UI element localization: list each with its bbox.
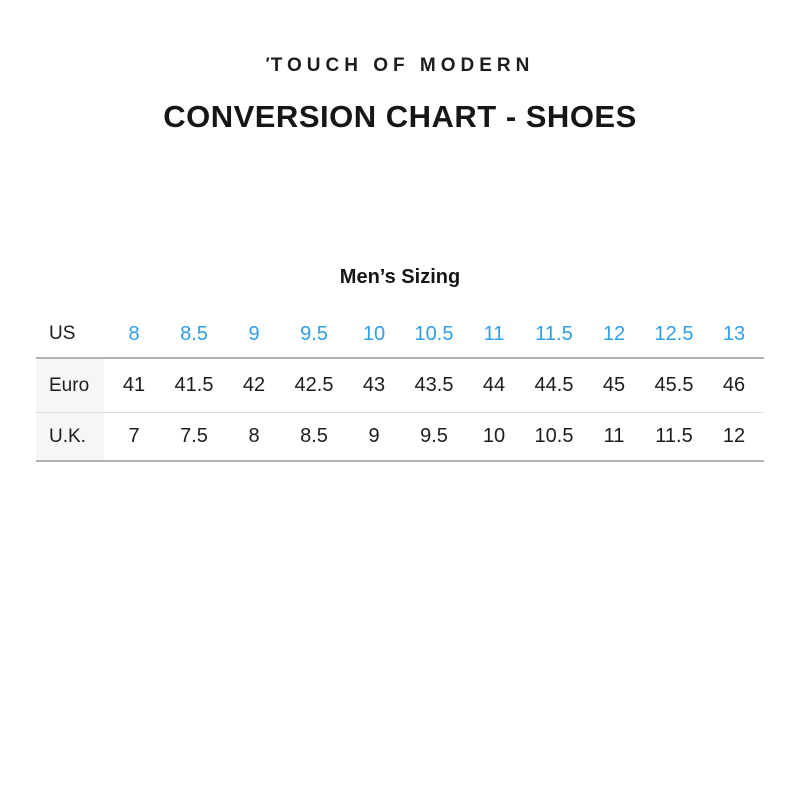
section-title: Men’s Sizing [339, 266, 461, 288]
uk-size-cell: 8 [248, 425, 260, 447]
brand-tick-mark: ′ [265, 54, 271, 73]
us-size-cell: 9 [248, 322, 260, 345]
euro-size-cell: 41.5 [174, 374, 214, 396]
euro-size-cell: 41 [122, 374, 146, 396]
uk-size-cell: 11.5 [655, 425, 693, 447]
us-size-cell: 9.5 [300, 322, 328, 345]
us-size-cell: 10.5 [414, 322, 454, 345]
size-conversion-table [36, 311, 764, 462]
us-size-cell: 12 [602, 322, 626, 345]
us-size-cell: 13 [722, 322, 746, 345]
brand-name: TOUCH OF MODERN [270, 55, 535, 76]
us-size-cell: 11.5 [535, 322, 573, 345]
uk-size-cell: 11 [603, 425, 625, 447]
uk-size-cell: 10.5 [534, 425, 574, 447]
euro-size-cell: 46 [722, 374, 746, 396]
euro-size-cell: 45 [602, 374, 626, 396]
us-size-cell: 11 [483, 322, 505, 345]
row-label-euro: Euro [36, 359, 104, 412]
euro-size-cell: 42 [242, 374, 266, 396]
table-row-uk [36, 413, 764, 462]
uk-size-cell: 12 [722, 425, 746, 447]
us-size-cell: 10 [362, 322, 386, 345]
uk-size-cell: 9 [368, 425, 380, 447]
euro-size-cell: 44 [482, 374, 506, 396]
us-size-cell: 8 [128, 322, 140, 345]
us-size-cell: 12.5 [654, 322, 694, 345]
table-row-us [36, 311, 764, 359]
euro-size-cell: 43 [362, 374, 386, 396]
uk-size-cell: 7 [128, 425, 140, 447]
uk-size-cell: 7.5 [180, 425, 208, 447]
row-label-us: US [49, 323, 76, 344]
page-title: CONVERSION CHART - SHOES [163, 99, 637, 134]
uk-size-cell: 8.5 [300, 425, 328, 447]
page-header [0, 0, 800, 135]
brand-logo [0, 54, 800, 77]
table-row-euro [36, 359, 764, 413]
euro-size-cell: 44.5 [534, 374, 574, 396]
row-label-uk: U.K. [36, 413, 104, 460]
euro-size-cell: 42.5 [294, 374, 334, 396]
euro-size-cell: 45.5 [654, 374, 694, 396]
uk-size-cell: 9.5 [420, 425, 448, 447]
uk-size-cell: 10 [482, 425, 506, 447]
us-size-cell: 8.5 [180, 322, 208, 345]
euro-size-cell: 43.5 [414, 374, 454, 396]
